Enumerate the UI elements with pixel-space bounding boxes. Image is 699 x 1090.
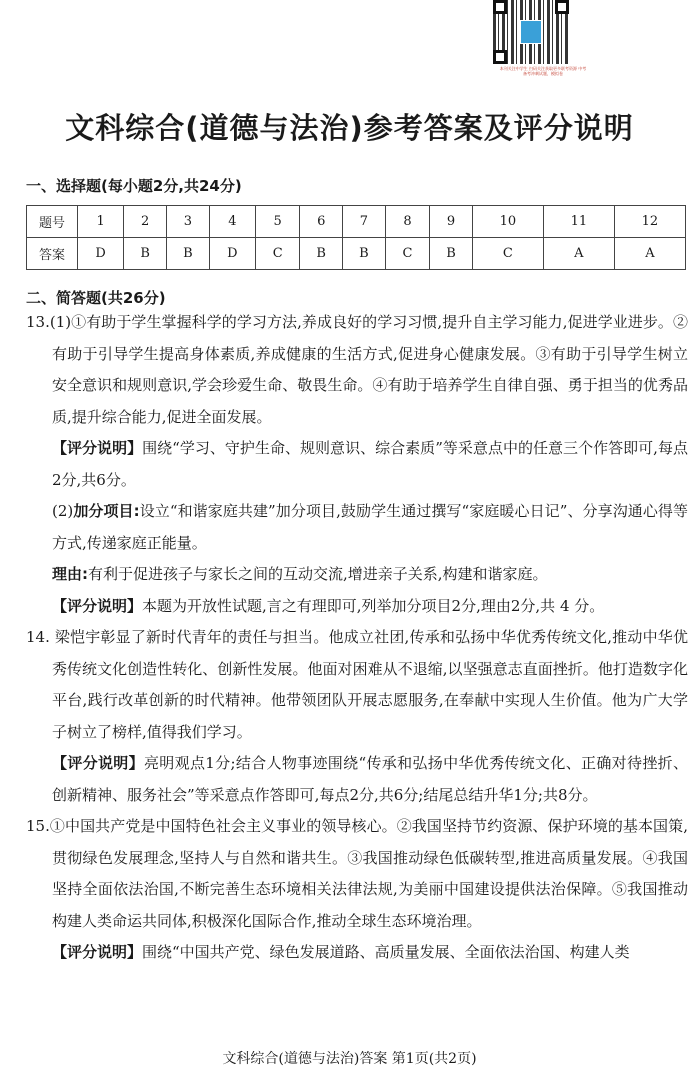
note-label: 【评分说明】 xyxy=(52,943,143,961)
q14-answer: 14. 梁恺宇彰显了新时代青年的责任与担当。他成立社团,传承和弘扬中华优秀传统文化,推动中华优秀传统文化创造性转化、创新性发展。他面对困难从不退缩,以坚强意志直面挫折。他打造数字化平台,践行改革创新的时代精神。他带领团队开展志愿服务,在奉献中实现人生价值。他为广大学子树立了榜样,值得我们学习。 xyxy=(26,628,688,741)
page-footer: 文科综合(道德与法治)答案 第1页(共2页) xyxy=(222,1051,477,1067)
question-number: 10 xyxy=(472,206,543,238)
reason-text: 有利于促进孩子与家长之间的互动交流,增进亲子关系,构建和谐家庭。 xyxy=(88,565,548,583)
note-text: 亮明观点1分;结合人物事迹围绕“传承和弘扬中华优秀传统文化、正确对待挫折、创新精神、服务社会”等采意点作答即可,每点2分,共6分;结尾总结升华1分;共8分。 xyxy=(52,754,688,804)
part-text: 设立“和谐家庭共建”加分项目,鼓励学生通过撰写“家庭暖心日记”、分享沟通心得等方式,传递家庭正能量。 xyxy=(52,502,688,552)
part-prefix: (2) xyxy=(52,502,74,520)
section1-heading: 一、选择题(每小题2分,共24分) xyxy=(26,177,242,195)
answer-cell: B xyxy=(167,238,210,270)
question-number: 8 xyxy=(385,206,429,238)
note-label: 【评分说明】 xyxy=(52,754,144,772)
question-number: 3 xyxy=(167,206,210,238)
note-label: 【评分说明】 xyxy=(52,439,143,457)
q14-note xyxy=(26,748,688,811)
qr-caption: 本刊关注中学生 扫码关注获取更多联考资源 中考备考冲刺试题，模拟卷 xyxy=(499,66,587,76)
page-title: 文科综合(道德与法治)参考答案及评分说明 xyxy=(65,111,634,145)
q13-reason xyxy=(26,559,688,591)
qr-corner-icon xyxy=(493,50,507,64)
qr-corner-icon xyxy=(555,0,569,14)
section2-heading: 二、简答题(共26分) xyxy=(26,289,166,307)
answer-cell: B xyxy=(124,238,167,270)
section2-body xyxy=(26,307,688,969)
qr-corner-icon xyxy=(493,0,507,14)
question-number: 7 xyxy=(343,206,386,238)
answer-table xyxy=(26,205,686,270)
q15-answer: 15.①中国共产党是中国特色社会主义事业的领导核心。②我国坚持节约资源、保护环境的基本国策,贯彻绿色发展理念,坚持人与自然和谐共生。③我国推动绿色低碳转型,推进高质量发展。④我国坚持全面依法治国,不断完善生态环境相关法律法规,为美丽中国建设提供法治保障。⑤我国推动构建人类命运共同体,积极深化国际合作,推动全球生态环境治理。 xyxy=(26,817,688,930)
answer-cell: D xyxy=(78,238,124,270)
answer-cell: C xyxy=(472,238,543,270)
question-number: 2 xyxy=(124,206,167,238)
table-row-label: 答案 xyxy=(27,238,78,270)
question-number: 12 xyxy=(614,206,685,238)
answer-cell: C xyxy=(256,238,300,270)
note-text: 围绕“中国共产党、绿色发展道路、高质量发展、全面依法治国、构建人类 xyxy=(142,943,630,961)
reason-label: 理由: xyxy=(52,565,88,583)
q13-note1 xyxy=(26,433,688,496)
q13-part2 xyxy=(26,496,688,559)
question-number: 1 xyxy=(78,206,124,238)
question-number: 9 xyxy=(430,206,473,238)
answer-cell: B xyxy=(430,238,473,270)
answer-cell: C xyxy=(385,238,429,270)
table-row xyxy=(27,206,686,238)
q13-note2 xyxy=(26,591,688,623)
note-text: 本题为开放性试题,言之有理即可,列举加分项目2分,理由2分,共 4 分。 xyxy=(142,596,605,615)
note-text: 围绕“学习、守护生命、规则意识、综合素质”等采意点中的任意三个作答即可,每点2分,共6分。 xyxy=(52,439,688,489)
answer-cell: B xyxy=(343,238,386,270)
table-row xyxy=(27,238,686,270)
answer-cell: D xyxy=(209,238,255,270)
q15-note xyxy=(26,937,688,969)
answer-cell: B xyxy=(300,238,343,270)
question-number: 5 xyxy=(256,206,300,238)
note-label: 【评分说明】 xyxy=(52,596,143,615)
question-number: 6 xyxy=(300,206,343,238)
answer-cell: A xyxy=(543,238,614,270)
question-number: 11 xyxy=(543,206,614,238)
q13-part1: 13.(1)①有助于学生掌握科学的学习方法,养成良好的学习习惯,提升自主学习能力,促进学业进步。②有助于引导学生提高身体素质,养成健康的生活方式,促进身心健康发展。③有助于引导学生树立安全意识和规则意识,学会珍爱生命、敬畏生命。④有助于培养学生自律自强、勇于担当的优秀品质,提升综合能力,促进全面发展。 xyxy=(26,313,688,426)
table-row-label: 题号 xyxy=(27,206,78,238)
answer-cell: A xyxy=(614,238,685,270)
part-label: 加分项目: xyxy=(73,502,140,520)
question-number: 4 xyxy=(209,206,255,238)
qr-logo-icon xyxy=(520,20,542,44)
